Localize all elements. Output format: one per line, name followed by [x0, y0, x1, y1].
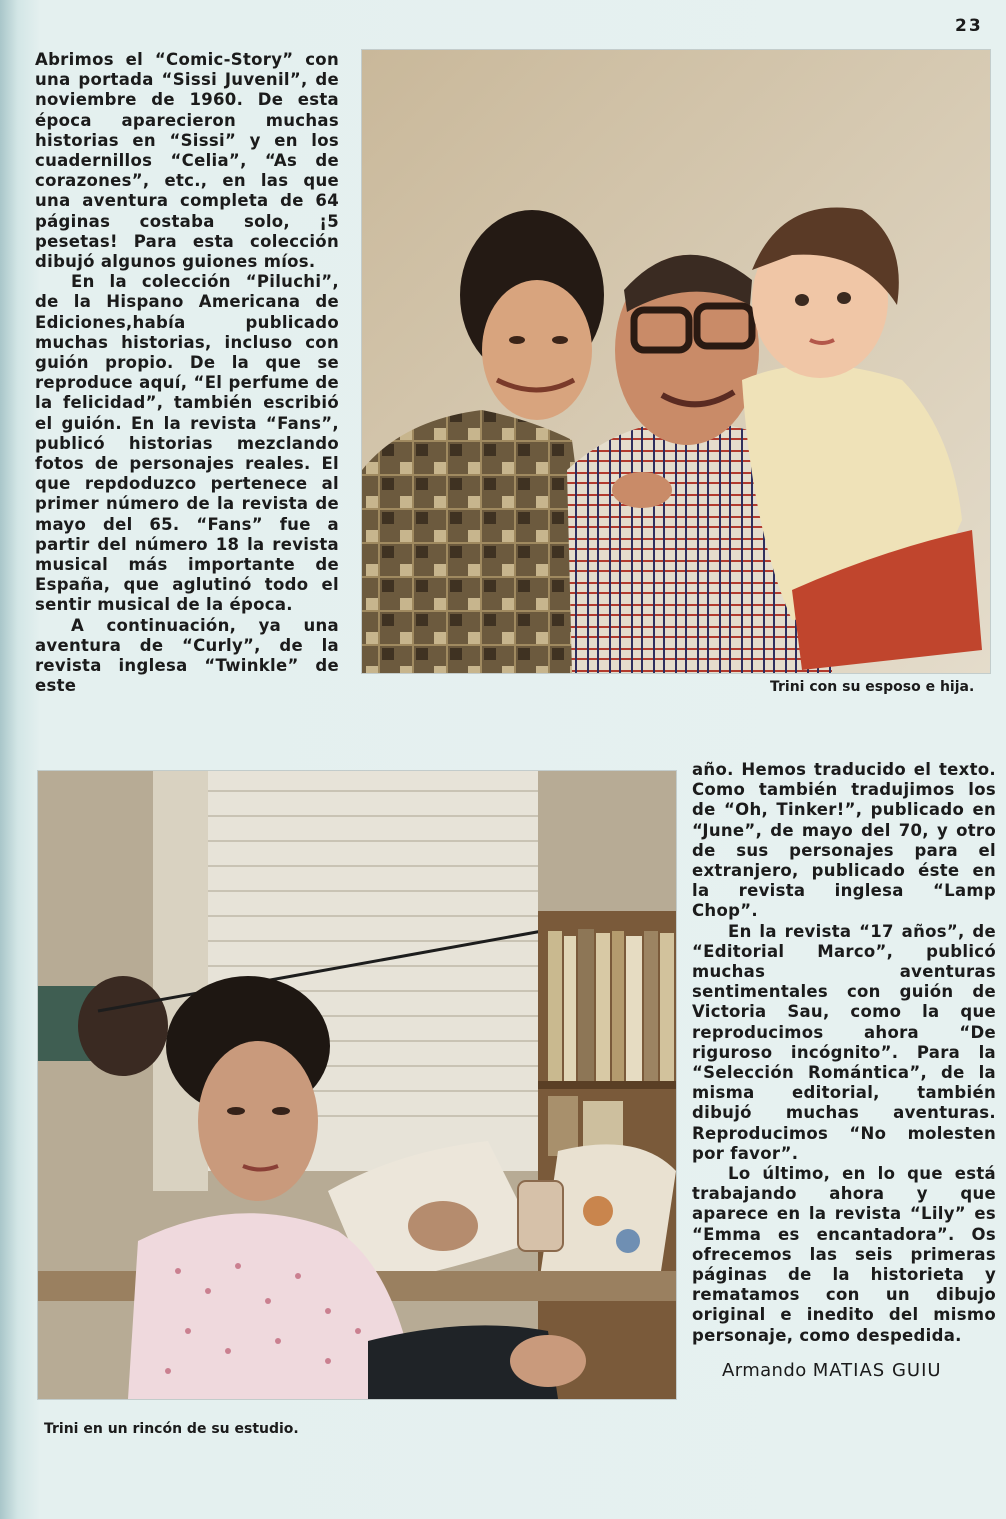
family-photo-caption: Trini con su esposo e hija.	[770, 679, 975, 695]
article-paragraph: Abrimos el “Comic-Story” con una portada “Sissi Juvenil”, de noviembre de 1960. De esta época aparecieron muchas historias en “Sissi” y en los cuadernillos “Celia”, “As de corazones”, etc., en las que una aventura completa de 64 páginas costaba solo, ¡5 pesetas! Para esta colección dibujó algunos guiones míos.	[35, 50, 339, 272]
studio-photo-caption: Trini en un rincón de su estudio.	[44, 1421, 299, 1437]
article-left-column	[35, 50, 339, 697]
author-first-name: Armando	[722, 1360, 807, 1381]
author-last-name: MATIAS GUIU	[812, 1360, 942, 1381]
family-photo-illustration	[362, 50, 990, 673]
article-paragraph: año. Hemos traducido el texto. Como también tradujimos los de “Oh, Tinker!”, publicado en “June”, de mayo del 70, y otro de sus personajes para el extranjero, publicado éste en la revista inglesa “Lamp Chop”.	[692, 760, 996, 921]
studio-photo-illustration	[38, 771, 676, 1399]
article-paragraph: A continuación, ya una aventura de “Curly”, de la revista inglesa “Twinkle” de este	[35, 615, 339, 696]
article-right-column	[692, 760, 996, 1346]
author-signature	[722, 1360, 942, 1381]
page-number: 23	[955, 16, 983, 36]
article-paragraph: En la revista “17 años”, de “Editorial Marco”, publicó muchas aventuras sentimentales con guión de Victoria Sau, como la que reproducimos ahora “De riguroso incógnito”. Para la “Selección Romántica”, de la misma editorial, también dibujó muchas aventuras. Reproducimos “No molesten por favor”.	[692, 921, 996, 1163]
article-paragraph: En la colección “Piluchi”, de la Hispano Americana de Ediciones,había publicado muchas historias, incluso con guión propio. De la que se reproduce aquí, “El perfume de la felicidad”, también escribió el guión. En la revista “Fans”, publicó historias mezclando fotos de personajes reales. El que repdoduzco pertenece al primer número de la revista de mayo del 65. “Fans” fue a partir del número 18 la revista musical más importante de España, que aglutinó todo el sentir musical de la época.	[35, 272, 339, 615]
studio-photo	[38, 771, 676, 1399]
family-photo	[362, 50, 990, 673]
article-paragraph: Lo último, en lo que está trabajando ahora y que aparece en la revista “Lily” es “Emma es encantadora”. Os ofrecemos las seis primeras páginas de la historieta y rematamos con un dibujo original e inedito del mismo personaje, como despedida.	[692, 1164, 996, 1345]
